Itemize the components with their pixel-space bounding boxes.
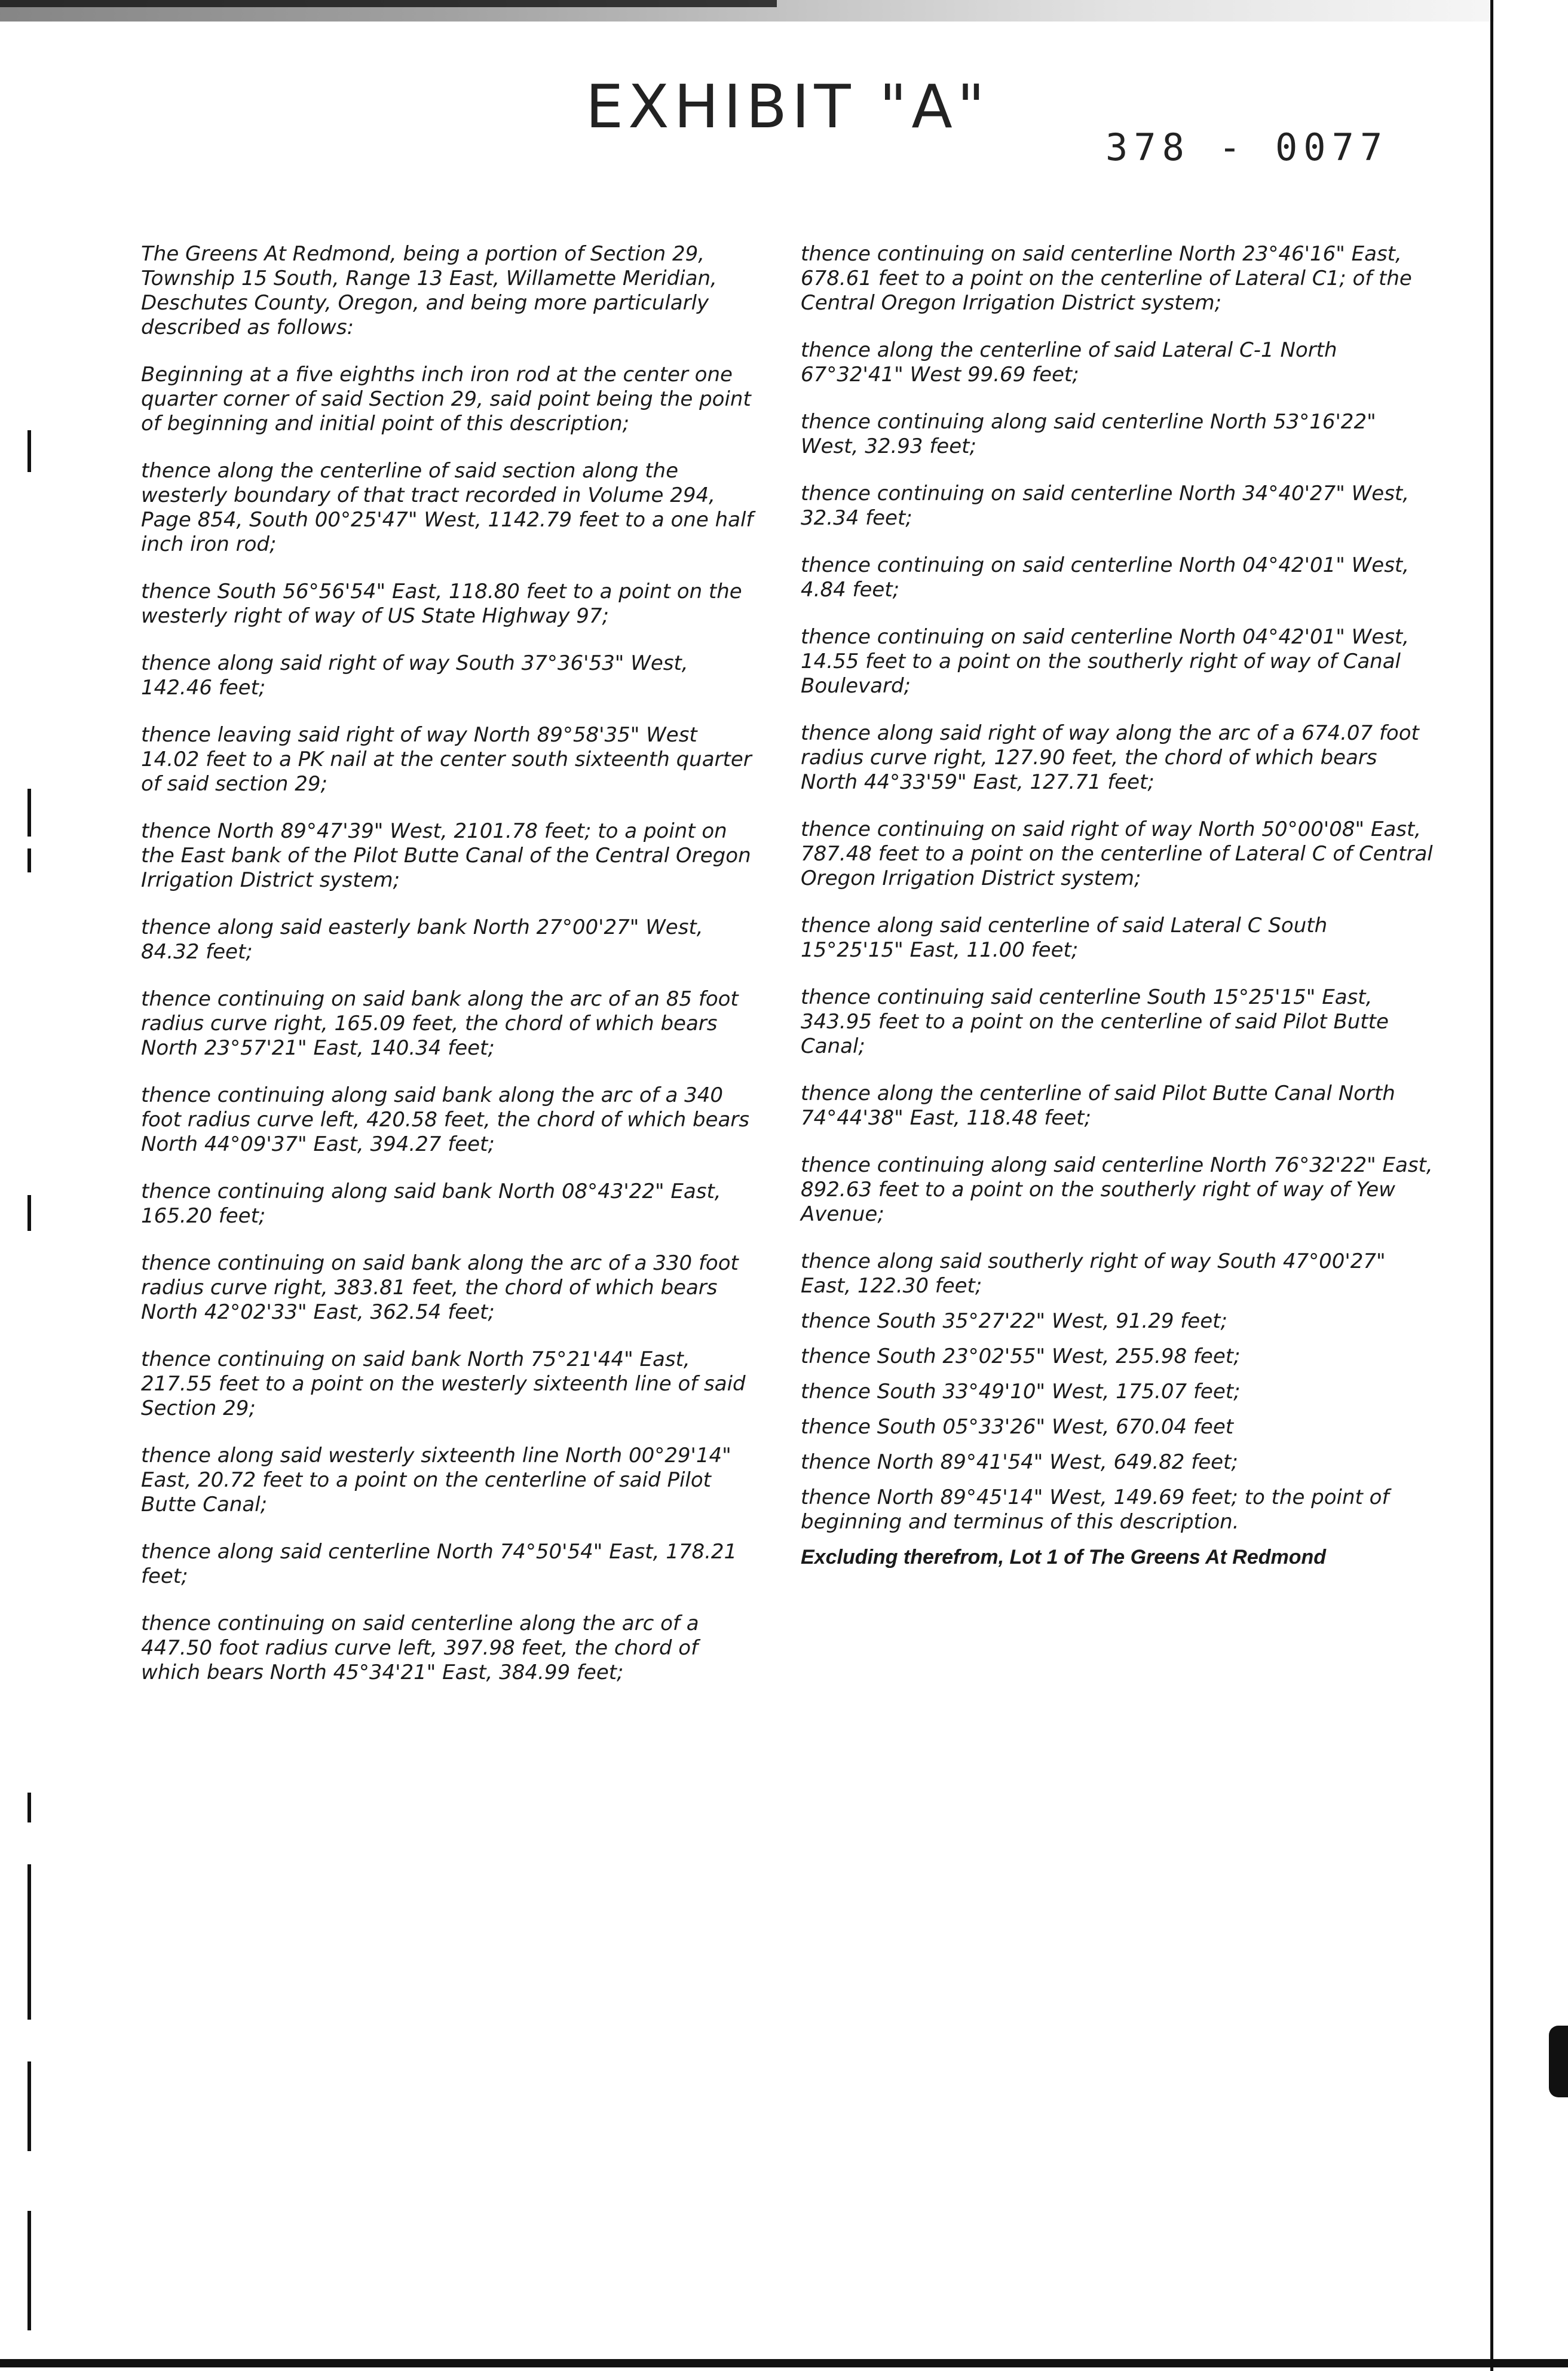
description-paragraph: thence South 35°27'22" West, 91.29 feet;	[801, 1309, 1227, 1333]
description-paragraph: thence leaving said right of way North 89°58'35" West 14.02 feet to a PK nail at the center south sixteenth quarter of said section 29;	[141, 723, 752, 796]
margin-scan-mark	[27, 789, 31, 837]
description-paragraph: thence along said southerly right of way South 47°00'27" East, 122.30 feet;	[801, 1249, 1386, 1298]
description-paragraph: thence continuing along said bank North 08°43'22" East, 165.20 feet;	[141, 1180, 721, 1228]
description-paragraph: thence continuing on said centerline North 34°40'27" West, 32.34 feet;	[801, 482, 1410, 530]
description-paragraph: thence continuing on said bank North 75°21'44" East, 217.55 feet to a point on the westerly sixteenth line of said Section 29;	[141, 1347, 746, 1420]
description-paragraph: thence along said centerline North 74°50'54" East, 178.21 feet;	[141, 1540, 737, 1588]
margin-scan-mark	[27, 848, 31, 872]
description-paragraph: thence continuing on said centerline North 04°42'01" West, 14.55 feet to a point on the southerly right of way of Canal Boulevard;	[801, 625, 1410, 698]
description-paragraph: thence continuing on said right of way North 50°00'08" East, 787.48 feet to a point on the centerline of Lateral C of Central Oregon Irrigation District system;	[801, 817, 1433, 890]
margin-scan-mark	[27, 2211, 31, 2330]
description-paragraph: thence along said westerly sixteenth line North 00°29'14" East, 20.72 feet to a point on the centerline of said Pilot Butte Canal;	[141, 1444, 731, 1517]
margin-scan-mark	[27, 1793, 31, 1822]
description-paragraph: thence along said centerline of said Lateral C South 15°25'15" East, 11.00 feet;	[801, 914, 1328, 962]
description-paragraph: thence continuing along said centerline North 53°16'22" West, 32.93 feet;	[801, 410, 1376, 458]
description-paragraph: thence along said easterly bank North 27°00'27" West, 84.32 feet;	[141, 915, 703, 964]
excluding-note: Excluding therefrom, Lot 1 of The Greens At Redmond	[801, 1546, 1327, 1569]
document-number: 378 - 0077	[1105, 125, 1389, 169]
description-paragraph: thence along the centerline of said Pilot Butte Canal North 74°44'38" East, 118.48 feet;	[801, 1082, 1395, 1130]
legal-description-left-column	[141, 242, 757, 1708]
description-paragraph: thence continuing on said centerline North 04°42'01" West, 4.84 feet;	[801, 553, 1410, 602]
right-edge-rule	[1490, 0, 1493, 2371]
edge-scan-mark	[1549, 2026, 1568, 2097]
bottom-edge-rule	[0, 2359, 1568, 2367]
exhibit-title: EXHIBIT "A"	[586, 72, 990, 142]
description-paragraph: thence South 56°56'54" East, 118.80 feet to a point on the westerly right of way of US State Highway 97;	[141, 580, 742, 628]
description-paragraph: thence continuing said centerline South 15°25'15" East, 343.95 feet to a point on the centerline of said Pilot Butte Canal;	[801, 985, 1389, 1058]
description-paragraph: thence South 05°33'26" West, 670.04 feet	[801, 1415, 1234, 1439]
description-paragraph: thence North 89°41'54" West, 649.82 feet;	[801, 1450, 1238, 1474]
description-paragraph: thence continuing on said centerline North 23°46'16" East, 678.61 feet to a point on the centerline of Lateral C1; of the Central Oregon Irrigation District system;	[801, 242, 1412, 315]
description-paragraph: thence along said right of way South 37°36'53" West, 142.46 feet;	[141, 651, 688, 700]
description-paragraph: thence continuing on said bank along the arc of an 85 foot radius curve right, 165.09 feet, the chord of which bears North 23°57'21" East, 140.34 feet;	[141, 987, 739, 1060]
description-paragraph: The Greens At Redmond, being a portion of Section 29, Township 15 South, Range 13 East, Willamette Meridian, Deschutes County, Oregon, and being more particularly described as follows:	[141, 242, 717, 339]
description-paragraph: thence continuing along said bank along the arc of a 340 foot radius curve left, 420.58 feet, the chord of which bears North 44°09'37" East, 394.27 feet;	[141, 1083, 749, 1156]
margin-scan-mark	[27, 2061, 31, 2151]
description-paragraph: Beginning at a five eighths inch iron rod at the center one quarter corner of said Section 29, said point being the point of beginning and initial point of this description;	[141, 363, 751, 436]
description-paragraph: thence along the centerline of said section along the westerly boundary of that tract recorded in Volume 294, Page 854, South 00°25'47" West, 1142.79 feet to a one half inch iron rod;	[141, 459, 754, 556]
description-paragraph: thence along the centerline of said Lateral C-1 North 67°32'41" West 99.69 feet;	[801, 338, 1337, 387]
scan-artifact-top-dark	[0, 0, 777, 7]
description-paragraph: thence continuing on said centerline along the arc of a 447.50 foot radius curve left, 397.98 feet, the chord of which bears North 45°34'21" East, 384.99 feet;	[141, 1612, 699, 1684]
legal-description-right-column	[801, 242, 1434, 1570]
description-paragraph: thence continuing along said centerline North 76°32'22" East, 892.63 feet to a point on the southerly right of way of Yew Avenue;	[801, 1153, 1433, 1226]
margin-scan-mark	[27, 430, 31, 472]
description-paragraph: thence North 89°47'39" West, 2101.78 feet; to a point on the East bank of the Pilot Butte Canal of the Central Oregon Irrigation District system;	[141, 819, 751, 892]
margin-scan-mark	[27, 1864, 31, 2020]
description-paragraph: thence continuing on said bank along the arc of a 330 foot radius curve right, 383.81 feet, the chord of which bears North 42°02'33" East, 362.54 feet;	[141, 1251, 739, 1324]
margin-scan-mark	[27, 1195, 31, 1231]
description-paragraph: thence South 23°02'55" West, 255.98 feet;	[801, 1344, 1241, 1368]
description-paragraph: thence North 89°45'14" West, 149.69 feet; to the point of beginning and terminus of this description.	[801, 1485, 1389, 1534]
description-paragraph: thence South 33°49'10" West, 175.07 feet;	[801, 1380, 1241, 1404]
description-paragraph: thence along said right of way along the arc of a 674.07 foot radius curve right, 127.90 feet, the chord of which bears North 44°33'59" East, 127.71 feet;	[801, 721, 1419, 794]
